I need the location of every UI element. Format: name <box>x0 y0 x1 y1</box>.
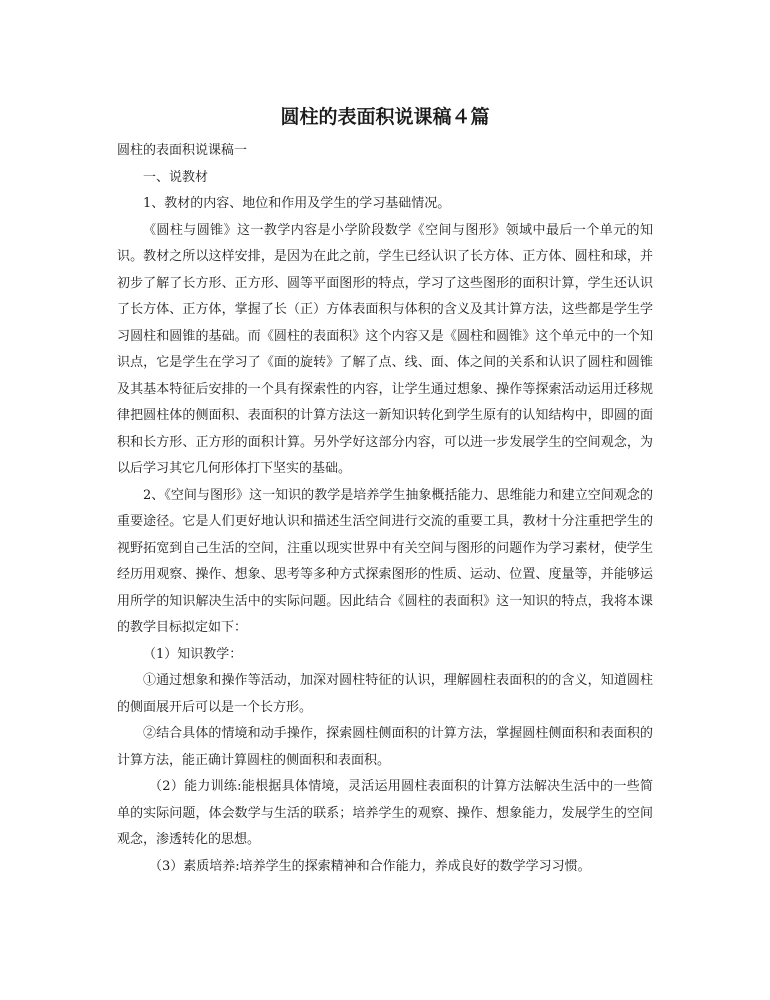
paragraph-ability-training: （2）能力训练:能根据具体情境，灵活运用圆柱表面积的计算方法解决生活中的一些简单的实际问题，体会数学与生活的联系；培养学生的观察、操作、想象能力，发展学生的空间观念，渗透转化的思想。 <box>117 779 653 847</box>
paragraph-goal-1: ①通过想象和操作等活动，加深对圆柱特征的认识，理解圆柱表面积的的含义，知道圆柱的侧面展开后可以是一个长方形。 <box>117 673 653 715</box>
paragraph-quality-training: （3）素质培养:培养学生的探索精神和合作能力，养成良好的数学学习习惯。 <box>149 858 591 874</box>
paragraph-body-1: 《圆柱与圆锥》这一教学内容是小学阶段数学《空间与图形》领域中最后一个单元的知识。教材之所以这样安排，是因为在此之前，学生已经认识了长方体、正方体、圆柱和球，并初步了解了长方形、正方形、圆等平面图形的特点，学习了这些图形的面积计算，学生还认识了长方体、正方体，掌握了长（正）方体表面积与体积的含义及其计算方法，这些都是学生学习圆柱和圆锥的基础。而《圆柱的表面积》这个内容又是《圆柱和圆锥》这个单元中的一个知识点，它是学生在学习了《面的旋转》了解了点、线、面、体之间的关系和认识了圆柱和圆锥及其基本特征后安排的一个具有探索性的内容，让学生通过想象、操作等探索活动运用迁移规律把圆柱体的侧面积、表面积的计算方法这一新知识转化到学生原有的认知结构中，即圆的面积和长方形、正方形的面积计算。另外学好这部分内容，可以进一步发展学生的空间观念，为以后学习其它几何形体打下坚实的基础。 <box>117 222 653 476</box>
paragraph-item-1: 1、教材的内容、地位和作用及学生的学习基础情况。 <box>143 196 451 211</box>
paragraph-heading-teaching-material: 一、说教材 <box>143 169 209 185</box>
document-title: 圆柱的表面积说课稿４篇 <box>280 106 490 128</box>
paragraph-item-2: 2、《空间与图形》这一知识的教学是培养学生抽象概括能力、思维能力和建立空间观念的重要途径。它是人们更好地认识和描述生活空间进行交流的重要工具，教材十分注重把学生的视野拓宽到自己生活的空间，注重以现实世界中有关空间与图形的问题作为学习素材，使学生经历用观察、操作、想象、思考等多种方式探索图形的性质、运动、位置、度量等，并能够运用所学的知识解决生活中的实际问题。因此结合《圆柱的表面积》这一知识的特点，我将本课的教学目标拟定如下： <box>117 487 653 635</box>
paragraph-knowledge-teaching: （1）知识教学： <box>143 646 243 662</box>
section-subtitle: 圆柱的表面积说课稿一 <box>117 143 248 158</box>
document-body <box>117 138 653 880</box>
paragraph-goal-2: ②结合具体的情境和动手操作，探索圆柱侧面积的计算方法，掌握圆柱侧面积和表面积的计算方法，能正确计算圆柱的侧面积和表面积。 <box>117 726 653 768</box>
